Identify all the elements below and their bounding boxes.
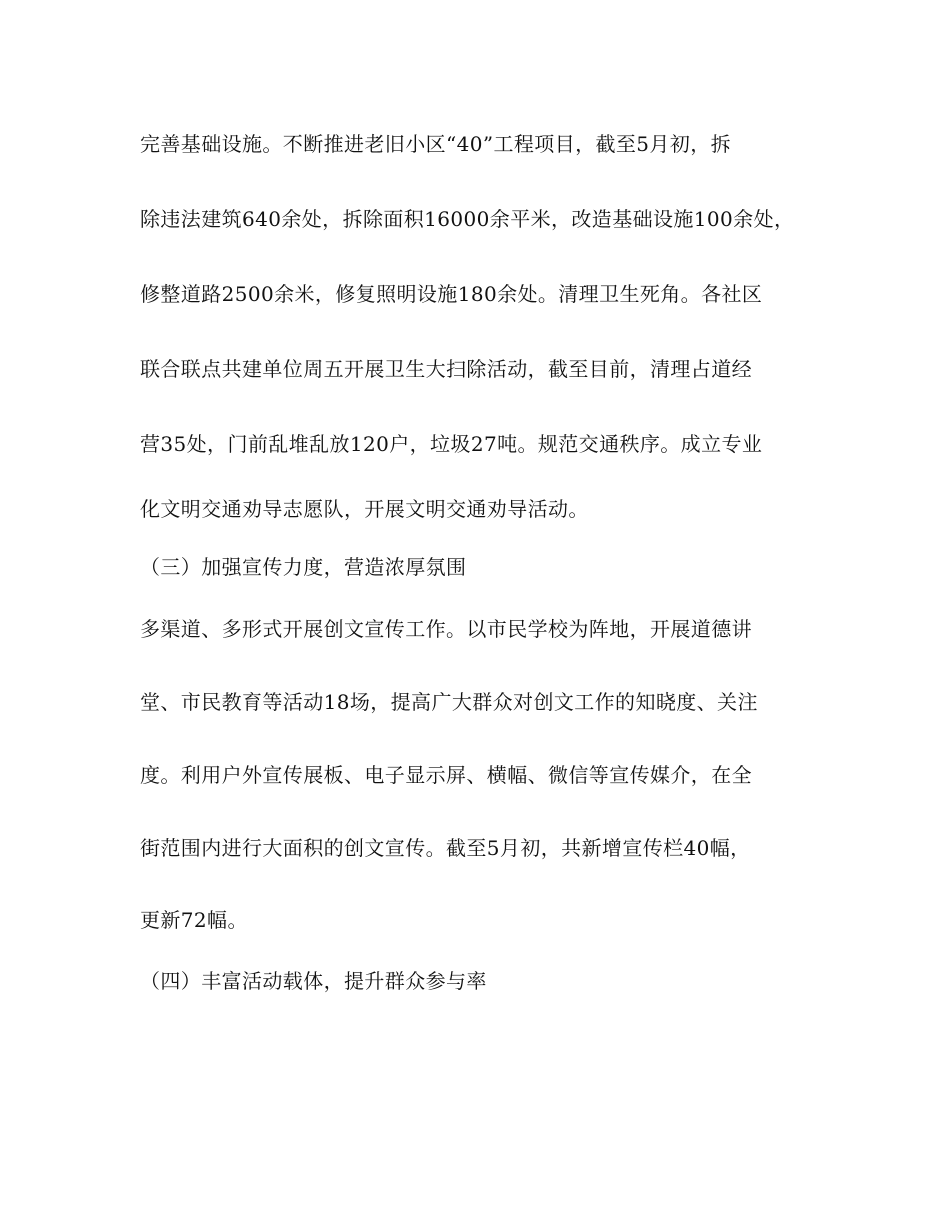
- paragraph-line-7: 多渠道、多形式开展创文宣传工作。以市民学校为阵地，开展道德讲: [140, 617, 752, 641]
- paragraph-line-3: 修整道路2500余米，修复照明设施180余处。清理卫生死角。各社区: [140, 282, 763, 306]
- paragraph-line-4: 联合联点共建单位周五开展卫生大扫除活动，截至目前，清理占道经: [140, 357, 752, 381]
- paragraph-line-6: 化文明交通劝导志愿队，开展文明交通劝导活动。: [140, 497, 589, 521]
- paragraph-line-11: 更新72幅。: [140, 908, 248, 932]
- paragraph-line-5: 营35处，门前乱堆乱放120户，垃圾27吨。规范交通秩序。成立专业: [140, 432, 763, 456]
- paragraph-line-2: 除违法建筑640余处，拆除面积16000余平米，改造基础设施100余处，: [140, 207, 795, 231]
- paragraph-line-8: 堂、市民教育等活动18场，提高广大群众对创文工作的知晓度、关注: [140, 690, 758, 714]
- paragraph-line-9: 度。利用户外宣传展板、电子显示屏、横幅、微信等宣传媒介，在全: [140, 763, 752, 787]
- paragraph-line-10: 街范围内进行大面积的创文宣传。截至5月初，共新增宣传栏40幅，: [140, 836, 751, 860]
- paragraph-line-1: 完善基础设施。不断推进老旧小区“40”工程项目，截至5月初，拆: [140, 132, 732, 156]
- section-heading-4: （四）丰富活动载体，提升群众参与率: [140, 969, 487, 993]
- section-heading-3: （三）加强宣传力度，营造浓厚氛围: [140, 555, 467, 579]
